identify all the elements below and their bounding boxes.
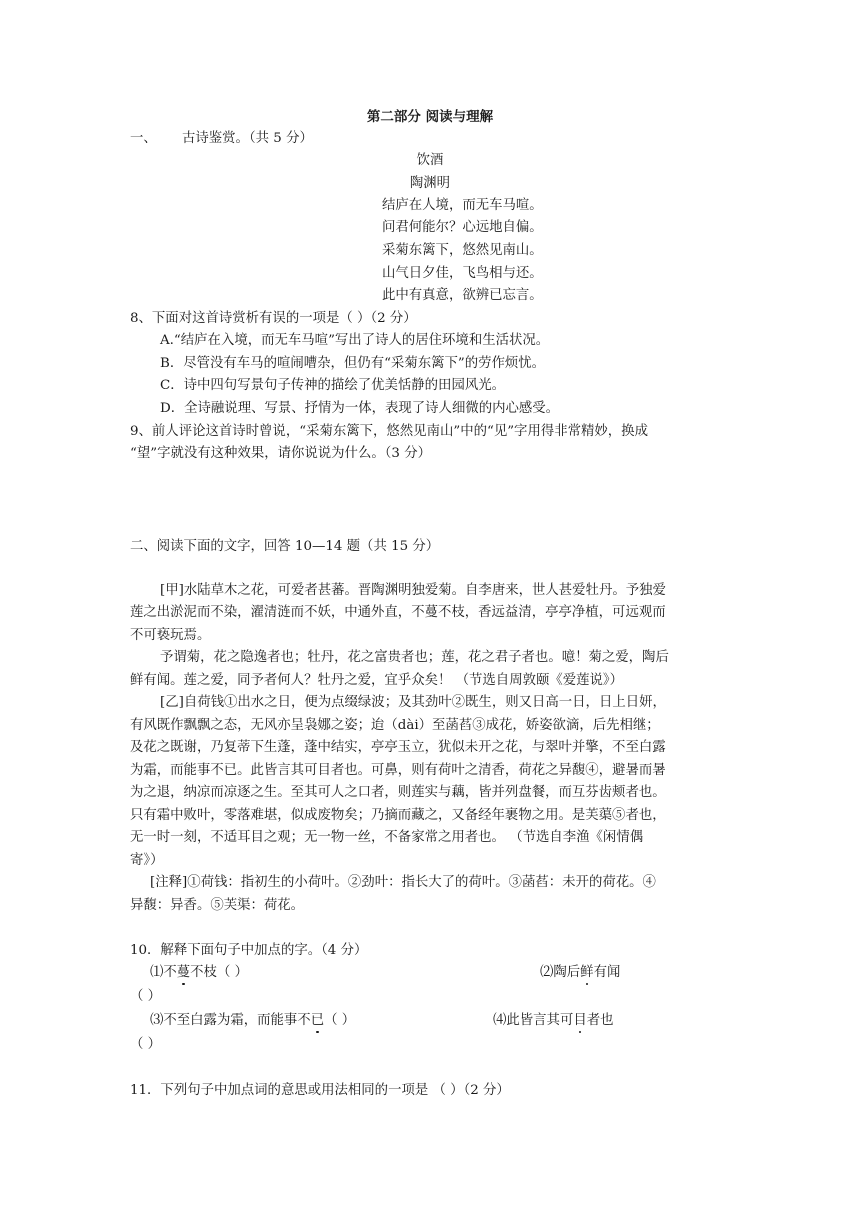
dotted-character: 鲜 — [580, 965, 594, 980]
section2-heading: 二、阅读下面的文字，回答 10—14 题（共 15 分） — [130, 539, 440, 554]
question-10-item-2-blank: （ ） — [130, 989, 162, 1004]
passage-line: [甲]水陆草木之花，可爱者甚蕃。晋陶渊明独爱菊。自李唐来，世人甚爱牡丹。予独爱 — [160, 583, 666, 598]
section1-heading: 古诗鉴赏。（共 5 分） — [182, 131, 313, 146]
question-8-option-a: A.“结庐在入境，而无车马喧”写出了诗人的居住环境和生活状况。 — [160, 333, 550, 348]
poem-line: 山气日夕佳，飞鸟相与还。 — [382, 266, 543, 281]
poem-author: 陶渊明 — [409, 176, 451, 191]
passage-line: 为霜，而能事不已。此皆言其可目者也。可鼻，则有荷叶之清香，荷花之异馥④，避暑而暑 — [130, 763, 666, 778]
section1-heading-number: 一、 — [130, 131, 157, 146]
question-11-stem: 11．下列句子中加点词的意思或用法相同的一项是 （ ）（2 分） — [130, 1083, 510, 1098]
question-10-item-3 — [150, 1012, 355, 1030]
passage-line: [乙]自荷钱①出水之日，便为点缀绿波；及其劲叶②既生，则又日高一日，日上日妍， — [160, 695, 666, 710]
passage-line: 予谓菊，花之隐逸者也；牡丹，花之富贵者也；莲，花之君子者也。噫！菊之爱，陶后 — [160, 650, 669, 665]
passage-line: 为之退，纳凉而凉逐之生。至其可人之口者，则莲实与藕，皆并列盘餐，而互芬齿颊者也。 — [130, 785, 666, 800]
passage-line: 有风既作飘飘之态，无风亦呈袅娜之姿；迨（dài）至菡萏③成花，娇姿欲滴，后先相继； — [130, 718, 660, 733]
annotation-line: [注释]①荷钱：指初生的小荷叶。②劲叶：指长大了的荷叶。③菡萏：未开的荷花。④ — [150, 875, 656, 890]
item-text: 者也 — [586, 1013, 614, 1028]
question-10-item-2 — [540, 964, 620, 982]
passage-line: 不可亵玩焉。 — [130, 628, 211, 643]
passage-line: 鲜有闻。莲之爱，同予者何人？牡丹之爱，宜乎众矣！ （节选自周敦颐《爱莲说》） — [130, 673, 624, 688]
part-title: 第二部分 阅读与理解 — [366, 109, 494, 125]
poem-line: 结庐在人境，而无车马喧。 — [382, 198, 543, 213]
passage-line: 及花之既谢，乃复蒂下生蓬，蓬中结实，亭亭玉立，犹似未开之花，与翠叶并擎，不至白露 — [130, 740, 666, 755]
poem-line: 问君何能尔？心远地自偏。 — [382, 220, 543, 235]
item-text: ⑷此皆言其可 — [493, 1013, 574, 1028]
dotted-character: 目 — [573, 1013, 587, 1028]
question-8-option-b: B．尽管没有车马的喧闹嘈杂，但仍有“采菊东篱下”的劳作烦忧。 — [160, 356, 546, 371]
item-text: ⑶不至白露为霜，而能事不 — [150, 1013, 311, 1028]
passage-line: 只有霜中败叶，零落难堪，似成废物矣；乃摘而藏之，又备经年裹物之用。是芙蕖⑤者也， — [130, 808, 666, 823]
passage-line: 莲之出淤泥而不染，濯清涟而不妖，中通外直，不蔓不枝，香远益清，亭亭净植，可远观而 — [130, 605, 666, 620]
item-blank: 不枝（ ） — [190, 965, 248, 980]
question-10-item-4 — [493, 1012, 614, 1030]
poem-line: 采菊东篱下，悠然见南山。 — [382, 243, 543, 258]
question-10-stem: 10．解释下面句子中加点的字。（4 分） — [130, 943, 368, 958]
passage-line: 寄》） — [130, 853, 164, 868]
item-text: ⑵陶后 — [540, 965, 581, 980]
annotation-line: 异馥：异香。⑤芙渠：荷花。 — [130, 898, 305, 913]
question-8-option-c: C．诗中四句写景句子传神的描绘了优美恬静的田园风光。 — [160, 378, 506, 393]
question-10-item-1 — [150, 964, 248, 982]
dotted-character: 蔓 — [176, 965, 191, 980]
question-8-stem: 8、下面对这首诗赏析有误的一项是（ ）（2 分） — [130, 311, 417, 326]
poem-title: 饮酒 — [416, 153, 444, 168]
question-8-option-d: D．全诗融说理、写景、抒情为一体，表现了诗人细微的内心感受。 — [160, 401, 560, 416]
question-10-item-4-blank: （ ） — [130, 1037, 162, 1052]
passage-line: 无一时一刻，不适耳目之观；无一物一丝，不备家常之用者也。 （节选自李渔《闲情偶 — [130, 830, 644, 845]
item-blank: （ ） — [324, 1013, 356, 1028]
item-text: ⑴不 — [150, 965, 177, 980]
poem-line: 此中有真意，欲辨已忘言。 — [382, 288, 543, 303]
question-9-line-1: 9、前人评论这首诗时曾说，“采菊东篱下，悠然见南山”中的“见”字用得非常精妙，换成 — [130, 424, 648, 439]
question-9-line-2: “望”字就没有这种效果，请你说说为什么。（3 分） — [130, 446, 431, 461]
item-text: 有闻 — [593, 965, 621, 980]
dotted-character: 已 — [310, 1013, 325, 1028]
